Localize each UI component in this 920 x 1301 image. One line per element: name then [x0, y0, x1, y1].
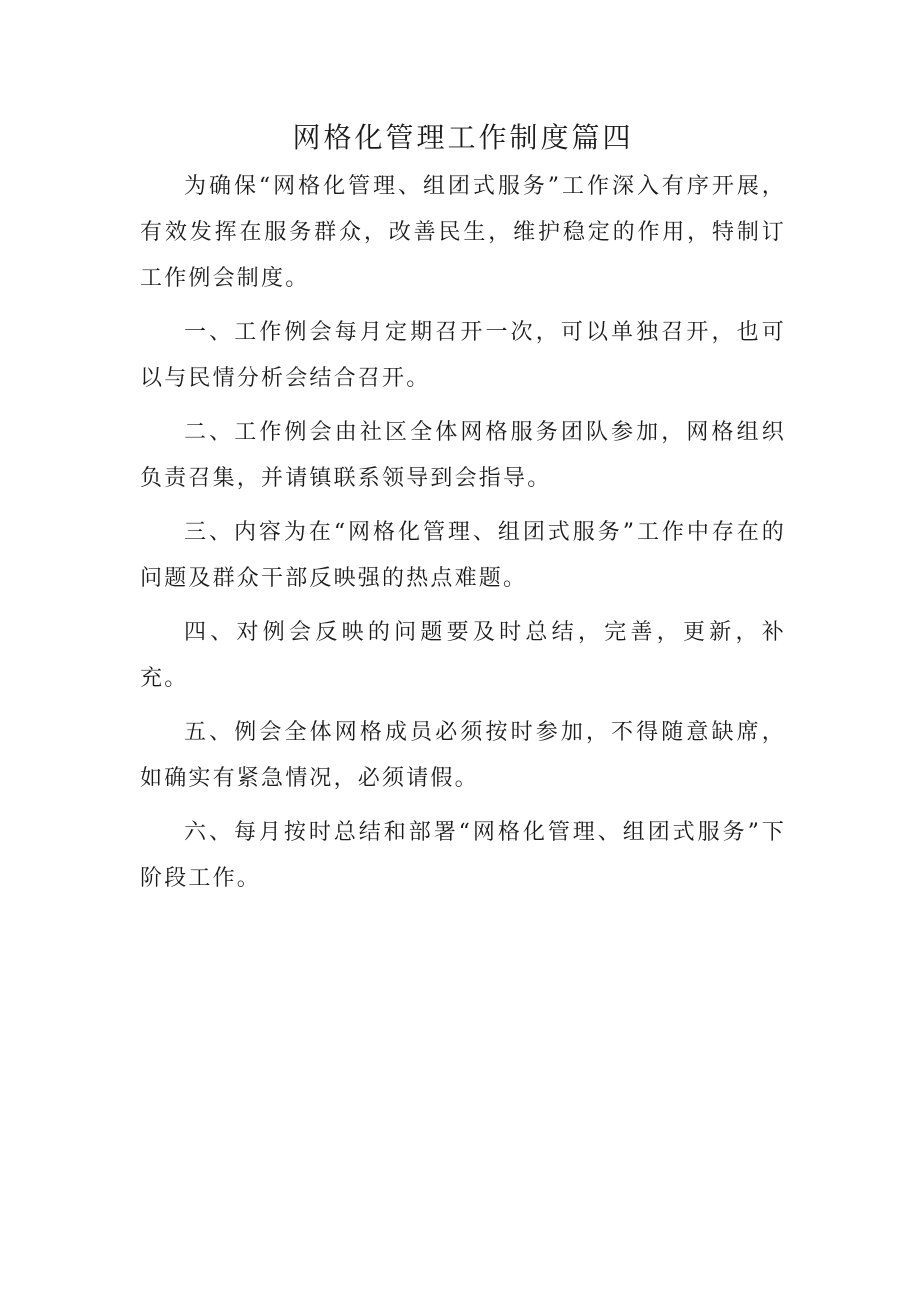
- rule-paragraph-6: 六、每月按时总结和部署“网格化管理、组团式服务”下阶段工作。: [140, 820, 786, 891]
- rule-paragraph-3: 三、内容为在“网格化管理、组团式服务”工作中存在的问题及群众干部反映强的热点难题。: [140, 520, 786, 591]
- rule-paragraph-4: 四、对例会反映的问题要及时总结，完善，更新，补充。: [140, 620, 786, 691]
- rule-paragraph-1: 一、工作例会每月定期召开一次，可以单独召开，也可以与民情分析会结合召开。: [140, 320, 786, 391]
- document-title: 网格化管理工作制度篇四: [292, 121, 634, 154]
- rule-paragraph-2: 二、工作例会由社区全体网格服务团队参加，网格组织负责召集，并请镇联系领导到会指导。: [140, 420, 786, 491]
- rule-paragraph-5: 五、例会全体网格成员必须按时参加，不得随意缺席，如确实有紧急情况，必须请假。: [140, 720, 786, 791]
- intro-paragraph: 为确保“网格化管理、组团式服务”工作深入有序开展，有效发挥在服务群众，改善民生，维护稳定的作用，特制订工作例会制度。: [140, 174, 786, 291]
- document-body: [140, 118, 786, 902]
